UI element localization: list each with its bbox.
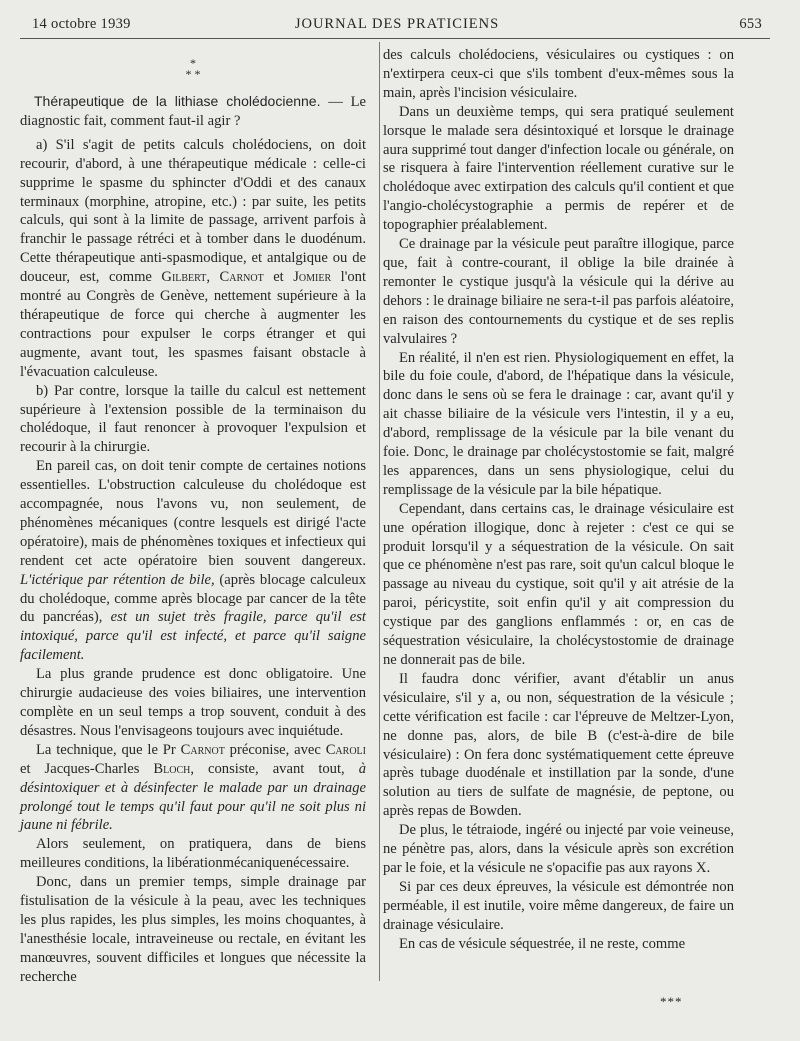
- pareil-italic-1: L'ictérique par rétention de bile,: [20, 571, 215, 588]
- paragraph-il-faudra: Il faudra donc vérifier, avant d'établir un anus vésiculaire, s'il y a, ou non, séquestration de la vésicule ; cette vérification est facile : car l'épreuve de Meltzer-Lyon, ne donne pas, alors, de bile B (c'est-à-dire de bile vésiculaire) : On fera donc systématiquement cette épreuve après tubage duodénale et instillation par la sonde, d'une solution au tiers de sulfate de magnésie, de peptone, ou après repas de Bowden.: [383, 670, 734, 820]
- paragraph-cependant: Cependant, dans certains cas, le drainage vésiculaire est une opération illogique, donc à rejeter : c'est ce qui se produit lorsqu'il y a séquestration de la vésicule. On sait que ce phénomène n'est pas rare, soit qu'un calcul bloque le passage au niveau du cystique, soit qu'il y ait atrésie de la paroi, péricystite, soit enfin qu'il y ait compression du cystique par des ganglions enflammés : or, en cas de séquestration vésiculaire, la cholécystostomie de drainage ne donnerait pas de bile.: [383, 500, 734, 668]
- separator-stars-bottom: * *: [185, 67, 201, 81]
- pareil-italic-2: est un sujet très fragile, parce qu'il est intoxiqué, parce qu'il est infecté, et parce qu'il saigne facilement.: [20, 609, 366, 664]
- paragraph-ce-drainage: Ce drainage par la vésicule peut paraître illogique, parce que, fait à contre-courant, il oblige la bile drainée à remonter le cystique jusqu'à la vésicule qui la dérive au dehors : le drainage biliaire ne sera-t-il pas parfois aléatoire, en raison des contournements du cystique et de ses replis valvulaires ?: [383, 236, 734, 347]
- author-caroli: Caroli: [325, 741, 366, 758]
- pareil-mid: (après blocage calculeux du cholédoque, comme après blocage par cancer de la tête du pancréas),: [20, 571, 366, 626]
- author-jomier: Jomier: [293, 269, 332, 286]
- end-stars: ***: [660, 994, 683, 1009]
- heading-question: — Le diagnostic fait, comment faut-il agir ?: [20, 94, 366, 129]
- pareil-start: En pareil cas, on doit tenir compte de certaines notions essentielles. L'obstruction calculeuse du cholédoque est accompagnée, nous l'avons vu, non seulement, de phénomènes mécaniques (contre lesquels est dirigé l'acte opératoire), mais de phénomènes toxiques et infectieux qui rendent cet acte opératoire bien souvent dangereux.: [20, 458, 366, 569]
- paragraph-b: b) Par contre, lorsque la taille du calcul est nettement supérieure à l'extension possible de la terminaison du cholédoque, il faut renoncer à provoquer l'expulsion et recourir à la chirurgie.: [20, 382, 366, 456]
- author-carnot-2: Carnot: [180, 741, 225, 758]
- section-heading: [20, 92, 366, 131]
- paragraph-a: [20, 136, 366, 382]
- tech-mid-1: préconise, avec: [224, 741, 326, 758]
- right-column: [383, 46, 734, 954]
- heading-title: Thérapeutique de la lithiase cholédocienne.: [34, 93, 321, 109]
- paragraph-continuation: des calculs cholédociens, vésiculaires ou cystiques : on n'extirpera ceux-ci que s'ils tombent d'eux-mêmes sous la main, après l'incision vésiculaire.: [383, 47, 734, 101]
- separator-star-top: *: [190, 56, 196, 70]
- author-gilbert: Gilbert: [161, 269, 207, 286]
- tech-italic: à désintoxiquer et à désinfecter le malade par un drainage prolongé tout le temps qu'il faut pour qu'il ne soit plus ni jaune ni fébrile.: [20, 760, 366, 834]
- paragraph-technique: [20, 741, 366, 836]
- left-column: [20, 46, 366, 987]
- paragraph-donc: Donc, dans un premier temps, simple drainage par fistulisation de la vésicule à la peau, avec les techniques les plus rapides, les plus simples, les moins choquantes, à l'anesthésie locale, intraveineuse ou rectale, en évitant les manœuvres, souvent difficiles et longues que nécessite la recherche: [20, 874, 366, 985]
- paragraph-prudence: La plus grande prudence est donc obligatoire. Une chirurgie audacieuse des voies biliaires, une intervention complète en un seul temps a trop souvent, conduit à des désastres. Nous l'envisageons toujours avec inquiétude.: [20, 666, 366, 739]
- author-carnot: Carnot: [219, 269, 264, 286]
- tech-start: La technique, que le Pr: [36, 741, 181, 758]
- column-divider: [379, 42, 380, 981]
- section-separator: [20, 58, 366, 80]
- paragraph-en-realite: En réalité, il n'en est rien. Physiologiquement en effet, la bile du foie coule, d'abord, de l'hépatique dans la vésicule, donc dans le sens où se fera le drainage : car, avant qu'il y ait chasse biliaire de la vésicule vers l'intestin, il y a eu, d'abord, remplissage de la vésicule par la bile venant du foie. Donc, le drainage par cholécystostomie se fait, malgré les apparences, dans un sens physiologique, celui du remplissage de la vésicule par la bile hépatique.: [383, 349, 734, 498]
- tech-mid-3: , consiste, avant tout,: [190, 760, 359, 777]
- paragraph-a-rest: l'ont montré au Congrès de Genève, nettement supérieure à la thérapeutique de force qui cherche à augmenter les contractions pour expulser le corps étranger et qui augmente, avant tout, les spasmes faisant obstacle à l'évacuation calculeuse.: [20, 269, 366, 380]
- paragraph-deuxieme-temps: Dans un deuxième temps, qui sera pratiqué seulement lorsque le malade sera désintoxiqué et lorsque le drainage aura supprimé tout danger d'infection locale ou générale, on se risquera à faire l'intervention réellement curative sur le cholédoque avec extirpation des calculs qu'il contient et que l'angio-cholécystographie a permis de repérer et de topographier préalablement.: [383, 103, 734, 234]
- paragraph-a-intro: a) S'il s'agit de petits calculs cholédociens, on doit recourir, d'abord, à une thérapeutique médicale : celle-ci supprime le spasme du sphincter d'Oddi et des canaux terminaux (morphine, atropine, etc.) : par suite, les petits calculs, qui sont à la limite de passage, arrivent parfois à franchir le passage rétréci et à tomber dans le duodénum. Cette thérapeutique anti-spasmodique, et antalgique ou de douceur, est, comme: [20, 136, 366, 286]
- running-header: [32, 14, 762, 40]
- journal-title: JOURNAL DES PRATICIENS: [294, 16, 500, 32]
- paragraph-si-par: Si par ces deux épreuves, la vésicule est démontrée non perméable, il est inutile, voire même dangereux, de faire un drainage vésiculaire.: [383, 878, 734, 933]
- paragraph-en-cas: En cas de vésicule séquestrée, il ne reste, comme: [399, 935, 686, 952]
- page-number: 653: [739, 16, 762, 32]
- paragraph-alors: Alors seulement, on pratiquera, dans de biens meilleures conditions, la libérationmécaniquenécessaire.: [20, 836, 366, 872]
- header-rule: [20, 38, 770, 39]
- paragraph-de-plus: De plus, le tétraiode, ingéré ou injecté par voie veineuse, ne pénètre pas, alors, dans la vésicule après son excrétion par le foie, et la vésicule ne s'opacifie pas aux rayons X.: [383, 822, 734, 876]
- header-date: 14 octobre 1939: [32, 16, 131, 32]
- author-bloch: Bloch: [153, 760, 191, 777]
- sep-2: et: [263, 269, 294, 286]
- paragraph-pareil-cas: [20, 457, 366, 665]
- sep-1: ,: [206, 269, 220, 286]
- tech-mid-2: et Jacques-Charles: [20, 760, 154, 777]
